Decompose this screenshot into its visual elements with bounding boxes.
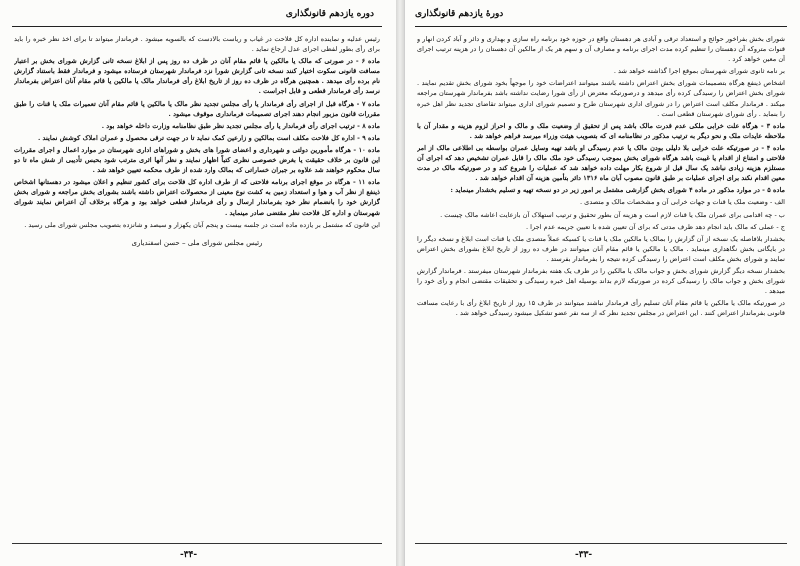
left-article-11: ماده ۱۱ - هرگاه در موقع اجرای برنامه فلاحتی که از طرف اداره کل فلاحت برای کشور تنظیم و اعلان میشود در دهستانها اشخاص ذینفع از نظر آب و هوا و استعداد زمین به کشت نوع معینی از محصولات اعتراض داشته باشند بشورای بخش مراجعه و شورای بخش گزارش خود را بانضمام نظر خود بفرماندار ارسال و رأی فرماندار قطعی خواهد بود و هرگاه برخلاف آن اعتراض نمایند شورای شهرستان و اداره کل فلاحت نظر مقتضی صادر مینماید . — [14, 178, 380, 217]
left-paragraph-1: رئیس عدلیه و نماینده اداره کل فلاحت در غیاب و ریاست بالادست که بالسویه میشود . فرماندار میتواند تا برای اخذ نظر خبره را باید برای رأی بطور لفظی اجرای عدل ارجاع نماید . — [14, 35, 380, 54]
right-article-4: ماده ۴ - در صورتیکه علت خرابی بلا دلیلی بودن مالک یا عدم رسیدگی او باشد تهیه وسایل عمران بواسطه بی اطلاعی مالک از امر فلاحتی و امتناع از اقدام یا غیبت باشد هرگاه شورای بخش بموجب رسیدگی خود ملک مالک را قابل عمران تشخیص دهد که اجرای آن مستلزم هزینه زیادی نباشد یک سال قبل از شروع بکار مهلت داده خواهد شد که عملیات را شروع کند و در صورتیکه مالک در مدت معین اقدام نکند برای اجرای عملیات بر طبق قانون مصوب آبان ماه ۱۳۱۶ دائر بتأمین هزینه آن اقدام خواهد شد . — [417, 143, 785, 183]
right-paragraph-12: در صورتیکه مالک یا مالکین یا قائم مقام آنان تسلیم رأی فرماندار نباشند میتوانند در ظرف ۱۵ روز از تاریخ ابلاغ رأی با رعایت مسافت قانونی بفرماندار اعتراض کنند . این اعتراض در مجلس تجدید نظر که از سه نفر عضو تشکیل میشود رسیدگی خواهد شد . — [417, 299, 785, 318]
left-page-number: -۳۴- — [180, 550, 198, 560]
right-paragraph-11: بخشدار نسخه دیگر گزارش شورای بخش و جواب مالک یا مالکین را در ظرف یک هفته بفرماندار شهرستان میفرستد . فرماندار گزارش شورای بخش و جواب مالک را رسیدگی کرده در صورتیکه لازم بداند بوسیله اهل خبره رسیدگی و تحقیقات مقتضی انجام و رأی خود را میدهد . — [417, 266, 785, 296]
right-page-header: دورهٔ یازدهم قانونگذاری — [415, 9, 504, 19]
right-paragraph-10: بخشدار بلافاصله یک نسخه از آن گزارش را بمالک یا مالکین ملک یا قنات یا کسیکه عملاً متصدی ملک یا قنات است ابلاغ و نسخه دیگر را در بایگانی بخش نگاهداری مینماید . مالک یا مالکین یا قائم مقام آنان میتوانند در ظرف ده روز از تاریخ ابلاغ بشورای بخش اعتراض نمایند و شورای بخش مکلف است اعتراض را رسیدگی کرده نتیجه را بفرماندار بفرستد . — [417, 234, 785, 263]
left-article-6: ماده ۶ - در صورتی که مالک یا مالکین یا قائم مقام آنان در ظرف ده روز پس از ابلاغ نسخه ثانی گزارش شورای بخش بر اعتبار مسافت قانونی سکوت اختیار کنند نسخه ثانی گزارش شورا نزد فرماندار شهرستان فرستاده میشود و فرماندار فقط باستناد گزارش نام برده رأی میدهد . همچنین هرگاه در ظرف ده روز از تاریخ ابلاغ رأی فرماندار مالک یا مالکین یا قائم مقام آنان اعتراض بفرماندار نرسد رأی فرماندار قطعی و قابل اجراست . — [14, 57, 380, 96]
book-gutter — [396, 0, 404, 566]
right-article-5: ماده ۵ - در موارد مذکور در ماده ۴ شورای بخش گزارشی مشتمل بر امور زیر در دو نسخه تهیه و تسلیم بخشدار مینماید : — [450, 186, 785, 195]
left-header-rule — [12, 26, 382, 27]
left-footer-rule — [12, 543, 382, 544]
signature-line: رئیس مجلس شورای ملی – حسن اسفندیاری — [131, 238, 263, 247]
right-page-number: -۳۳- — [575, 550, 593, 560]
right-clause-jim: ج - عملی که مالک باید انجام دهد ظرف مدتی که برای آن تعیین شده با تعیین جریمه عدم اجرا . — [525, 222, 785, 231]
left-closing-paragraph: این قانون که مشتمل بر یازده ماده است در جلسه بیست و پنجم آبان یکهزار و سیصد و شانزده بتصویب مجلس شورای ملی رسید . — [24, 220, 380, 229]
left-article-7: ماده ۷ - هرگاه قبل از اجرای رأی فرماندار یا رأی مجلس تجدید نظر مالک یا مالکین یا قائم مقام آنان تعمیرات ملک یا قنات را طبق مقررات قانون مزبور انجام دهند اجرای تصمیمات فرمانداری موقوف میشود . — [14, 99, 380, 118]
right-page — [404, 0, 800, 566]
right-clause-be: ب - چه اقدامی برای عمران ملک یا قنات لازم است و هزینه آن بطور تحقیق و ترتیب استهلاک آن بازعایت اعاشه مالک چیست . — [440, 210, 785, 219]
right-paragraph-1: شورای بخش بفراخور حوائج و استعداد ترقی و آبادی هر دهستان واقع در حوزه خود برنامه راه سازی و بهداری و دائر و آباد کردن انهار و قنوات متروکه آن دهستان را تنظیم کرده مدت اجرای برنامه و مصارف آن و سهم هر یک از مالکین آن دهستان را در هزینه ترتیب اجرای آن معین خواهد کرد . — [417, 35, 785, 64]
right-footer-rule — [415, 543, 787, 544]
left-page-header: دوره یازدهم قانونگذاری — [285, 9, 374, 19]
left-article-10: ماده ۱۰ - هرگاه مأمورین دولتی و شهرداری و اعضای شورا های بخش و شوراهای اداری شهرستان در موارد اعمال و اجرای مقررات این قانون بر خلاف حقیقت یا بغرض خصوصی نظری کتباً اظهار نمایند و نظر آنها اثری مترتب شود بحبس تأدیبی از شش ماه تا دو سال محکوم خواهند شد علاوه بر جبران خساراتی که بمالک وارد شده از طرف محکمه تعیین خواهد شد . — [14, 145, 380, 175]
right-paragraph-2: بر نامه ثانوی شورای شهرستان بموقع اجرا گذاشته خواهد شد . — [613, 67, 785, 76]
right-page-body — [417, 34, 785, 536]
right-header-rule — [415, 26, 787, 27]
right-clause-alef: الف - وضعیت ملک یا قنات و جهات خرابی آن و مشخصات مالک و متصدی . — [579, 198, 785, 207]
left-page-body — [14, 34, 380, 536]
left-article-8: ماده ۸ - ترتیب اجرای رأی فرماندار یا رأی مجلس تجدید نظر طبق نظامنامه وزارت داخله خواهد بود . — [101, 121, 380, 130]
right-paragraph-3: اشخاص ذینفع هرگاه بتصمیمات شورای بخش اعتراض داشته باشند میتوانند اعتراضات خود را موجهاً بخود شورای بخش تقدیم نمایند . شورای بخش اعتراض را رسیدگی کرده رأی میدهد و درصورتیکه معترض از رأی شورا رضایت نداشته باشد بفرماندار شهرستان مراجعه میکند . فرماندار مکلف است اعتراض را در شورای اداری شهرستان طرح و تصمیم شورای اداری میتواند تقاضای تجدید نظر اهل خبره را بنماید . رأی شورای شهرستان قطعی است . — [417, 79, 785, 118]
left-page — [0, 0, 397, 566]
left-article-9: ماده ۹ - اداره کل فلاحت مکلف است بمالکین و زارعین کمک نماید تا در جهت ترقی محصول و عمران املاک کوشش نمایند . — [37, 133, 380, 142]
right-article-3: ماده ۳ - هرگاه علت خرابی ملکی عدم قدرت مالک باشد پس از تحقیق از وضعیت ملک و مالک و احراز لزوم هزینه و مقدار آن با ملاحظه عایدات ملک و نحو دیگر به ترتیب مذکور در نظامنامه ای که بتصویب هیئت وزراء میرسد فراهم خواهد شد . — [417, 121, 785, 140]
